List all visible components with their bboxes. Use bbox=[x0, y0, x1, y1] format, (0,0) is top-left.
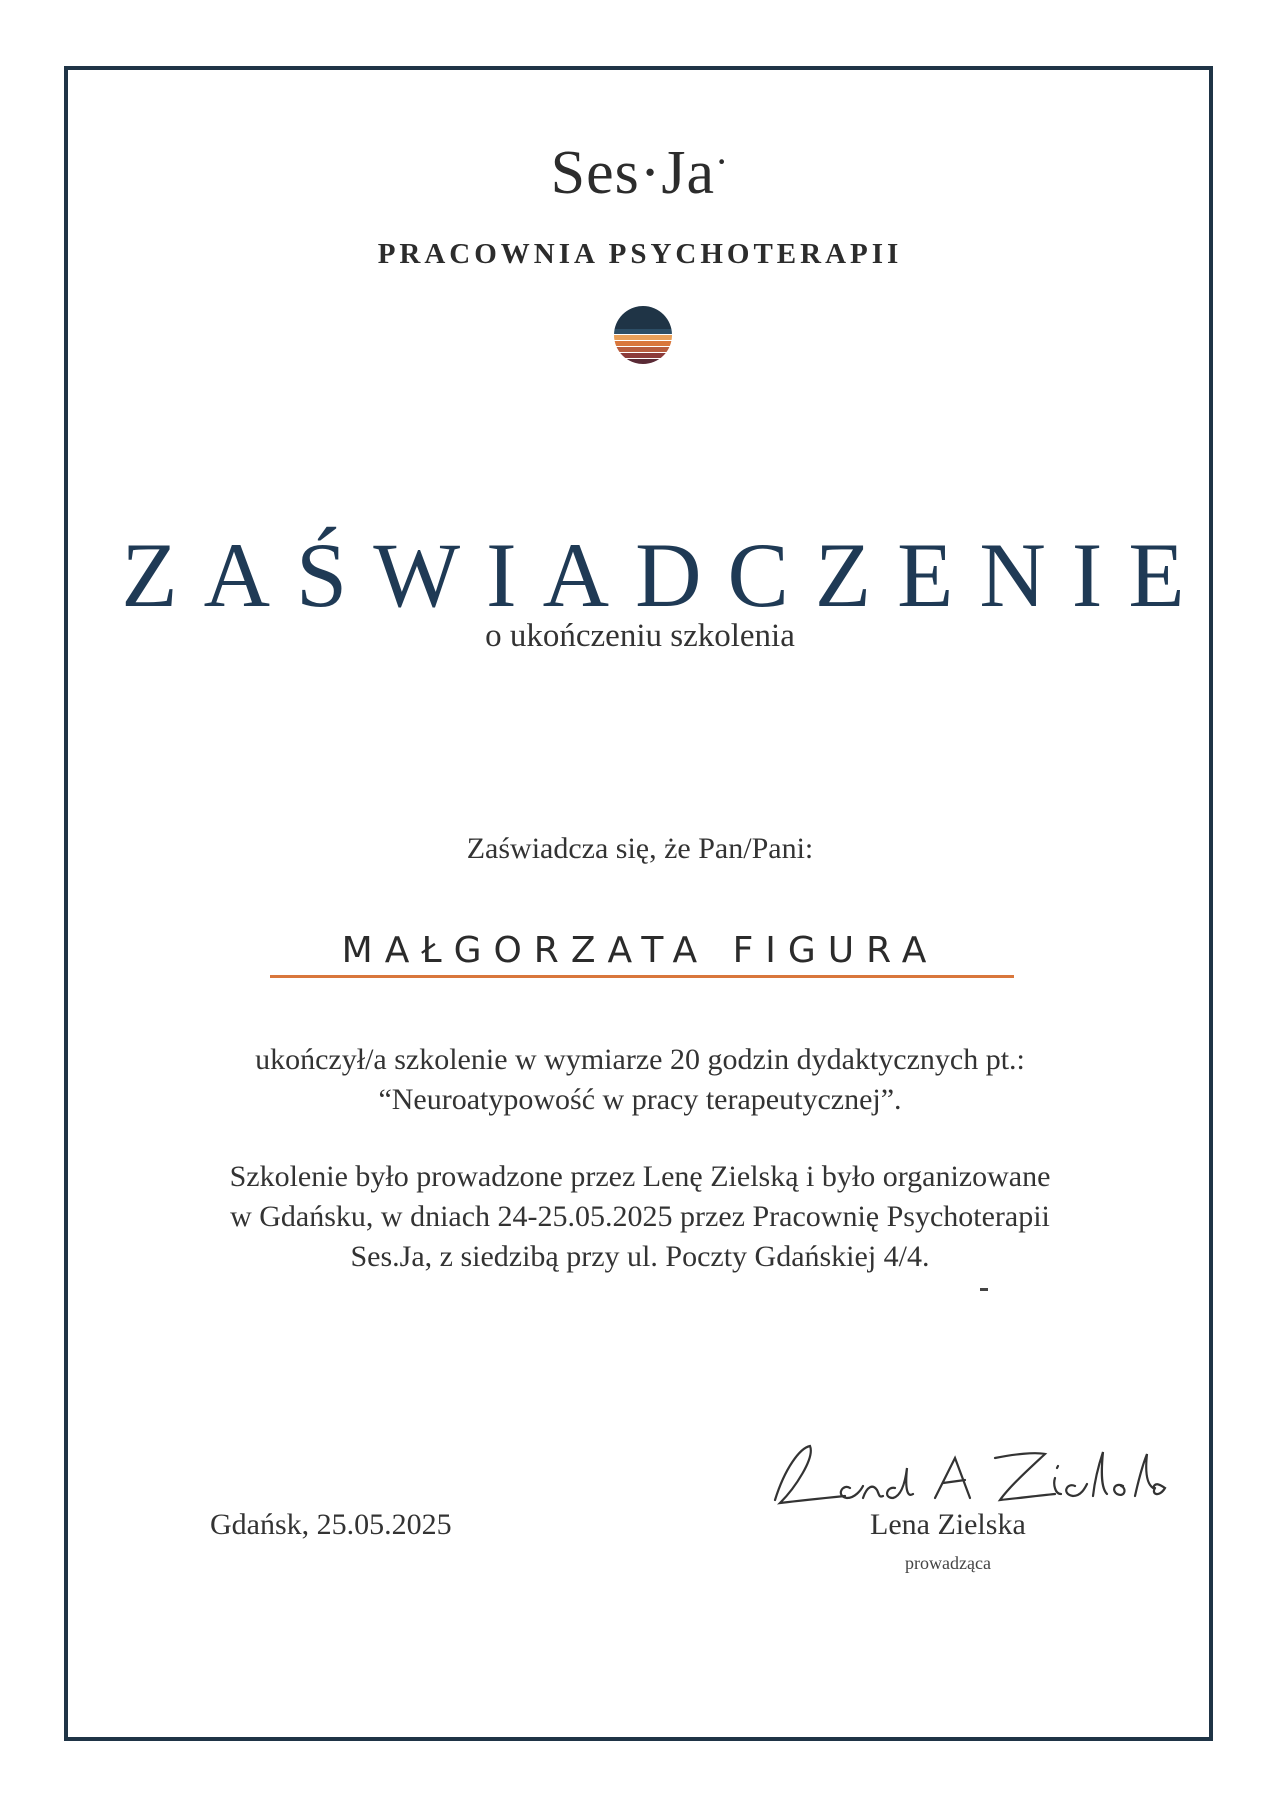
logo bbox=[0, 138, 1280, 209]
details-paragraph bbox=[0, 1157, 1280, 1277]
sunset-logo-icon bbox=[613, 305, 673, 365]
details-line: w Gdańsku, w dniach 24-25.05.2025 przez Pracownię Psychoterapii bbox=[230, 1200, 1050, 1233]
completion-paragraph bbox=[0, 1040, 1280, 1120]
certify-line: Zaświadcza się, że Pan/Pani: bbox=[466, 832, 814, 865]
logo-dot: · bbox=[715, 139, 730, 184]
scan-mark bbox=[980, 1288, 988, 1291]
completion-line: ukończył/a szkolenie w wymiarze 20 godzin dydaktycznych pt.: bbox=[255, 1043, 1025, 1076]
details-line: Ses.Ja, z siedzibą przy ul. Poczty Gdańskiej 4/4. bbox=[350, 1240, 930, 1273]
signer-name: Lena Zielska bbox=[870, 1508, 1026, 1541]
details-line: Szkolenie było prowadzone przez Lenę Zielską i było organizowane bbox=[229, 1160, 1051, 1193]
studio-subtitle: PRACOWNIA PSYCHOTERAPII bbox=[377, 238, 903, 270]
signer-role: prowadząca bbox=[905, 1553, 991, 1573]
certificate-subtitle: o ukończeniu szkolenia bbox=[485, 618, 795, 654]
place-date: Gdańsk, 25.05.2025 bbox=[210, 1508, 452, 1541]
certificate-title: ZAŚWIADCZENIE bbox=[121, 524, 1211, 626]
handwritten-signature bbox=[755, 1428, 1180, 1518]
logo-text: Ses·Ja bbox=[550, 139, 716, 207]
course-title: “Neuroatypowość w pracy terapeutycznej”. bbox=[378, 1083, 902, 1116]
participant-name: MAŁGORZATA FIGURA bbox=[341, 930, 939, 971]
name-underline bbox=[270, 975, 1014, 978]
